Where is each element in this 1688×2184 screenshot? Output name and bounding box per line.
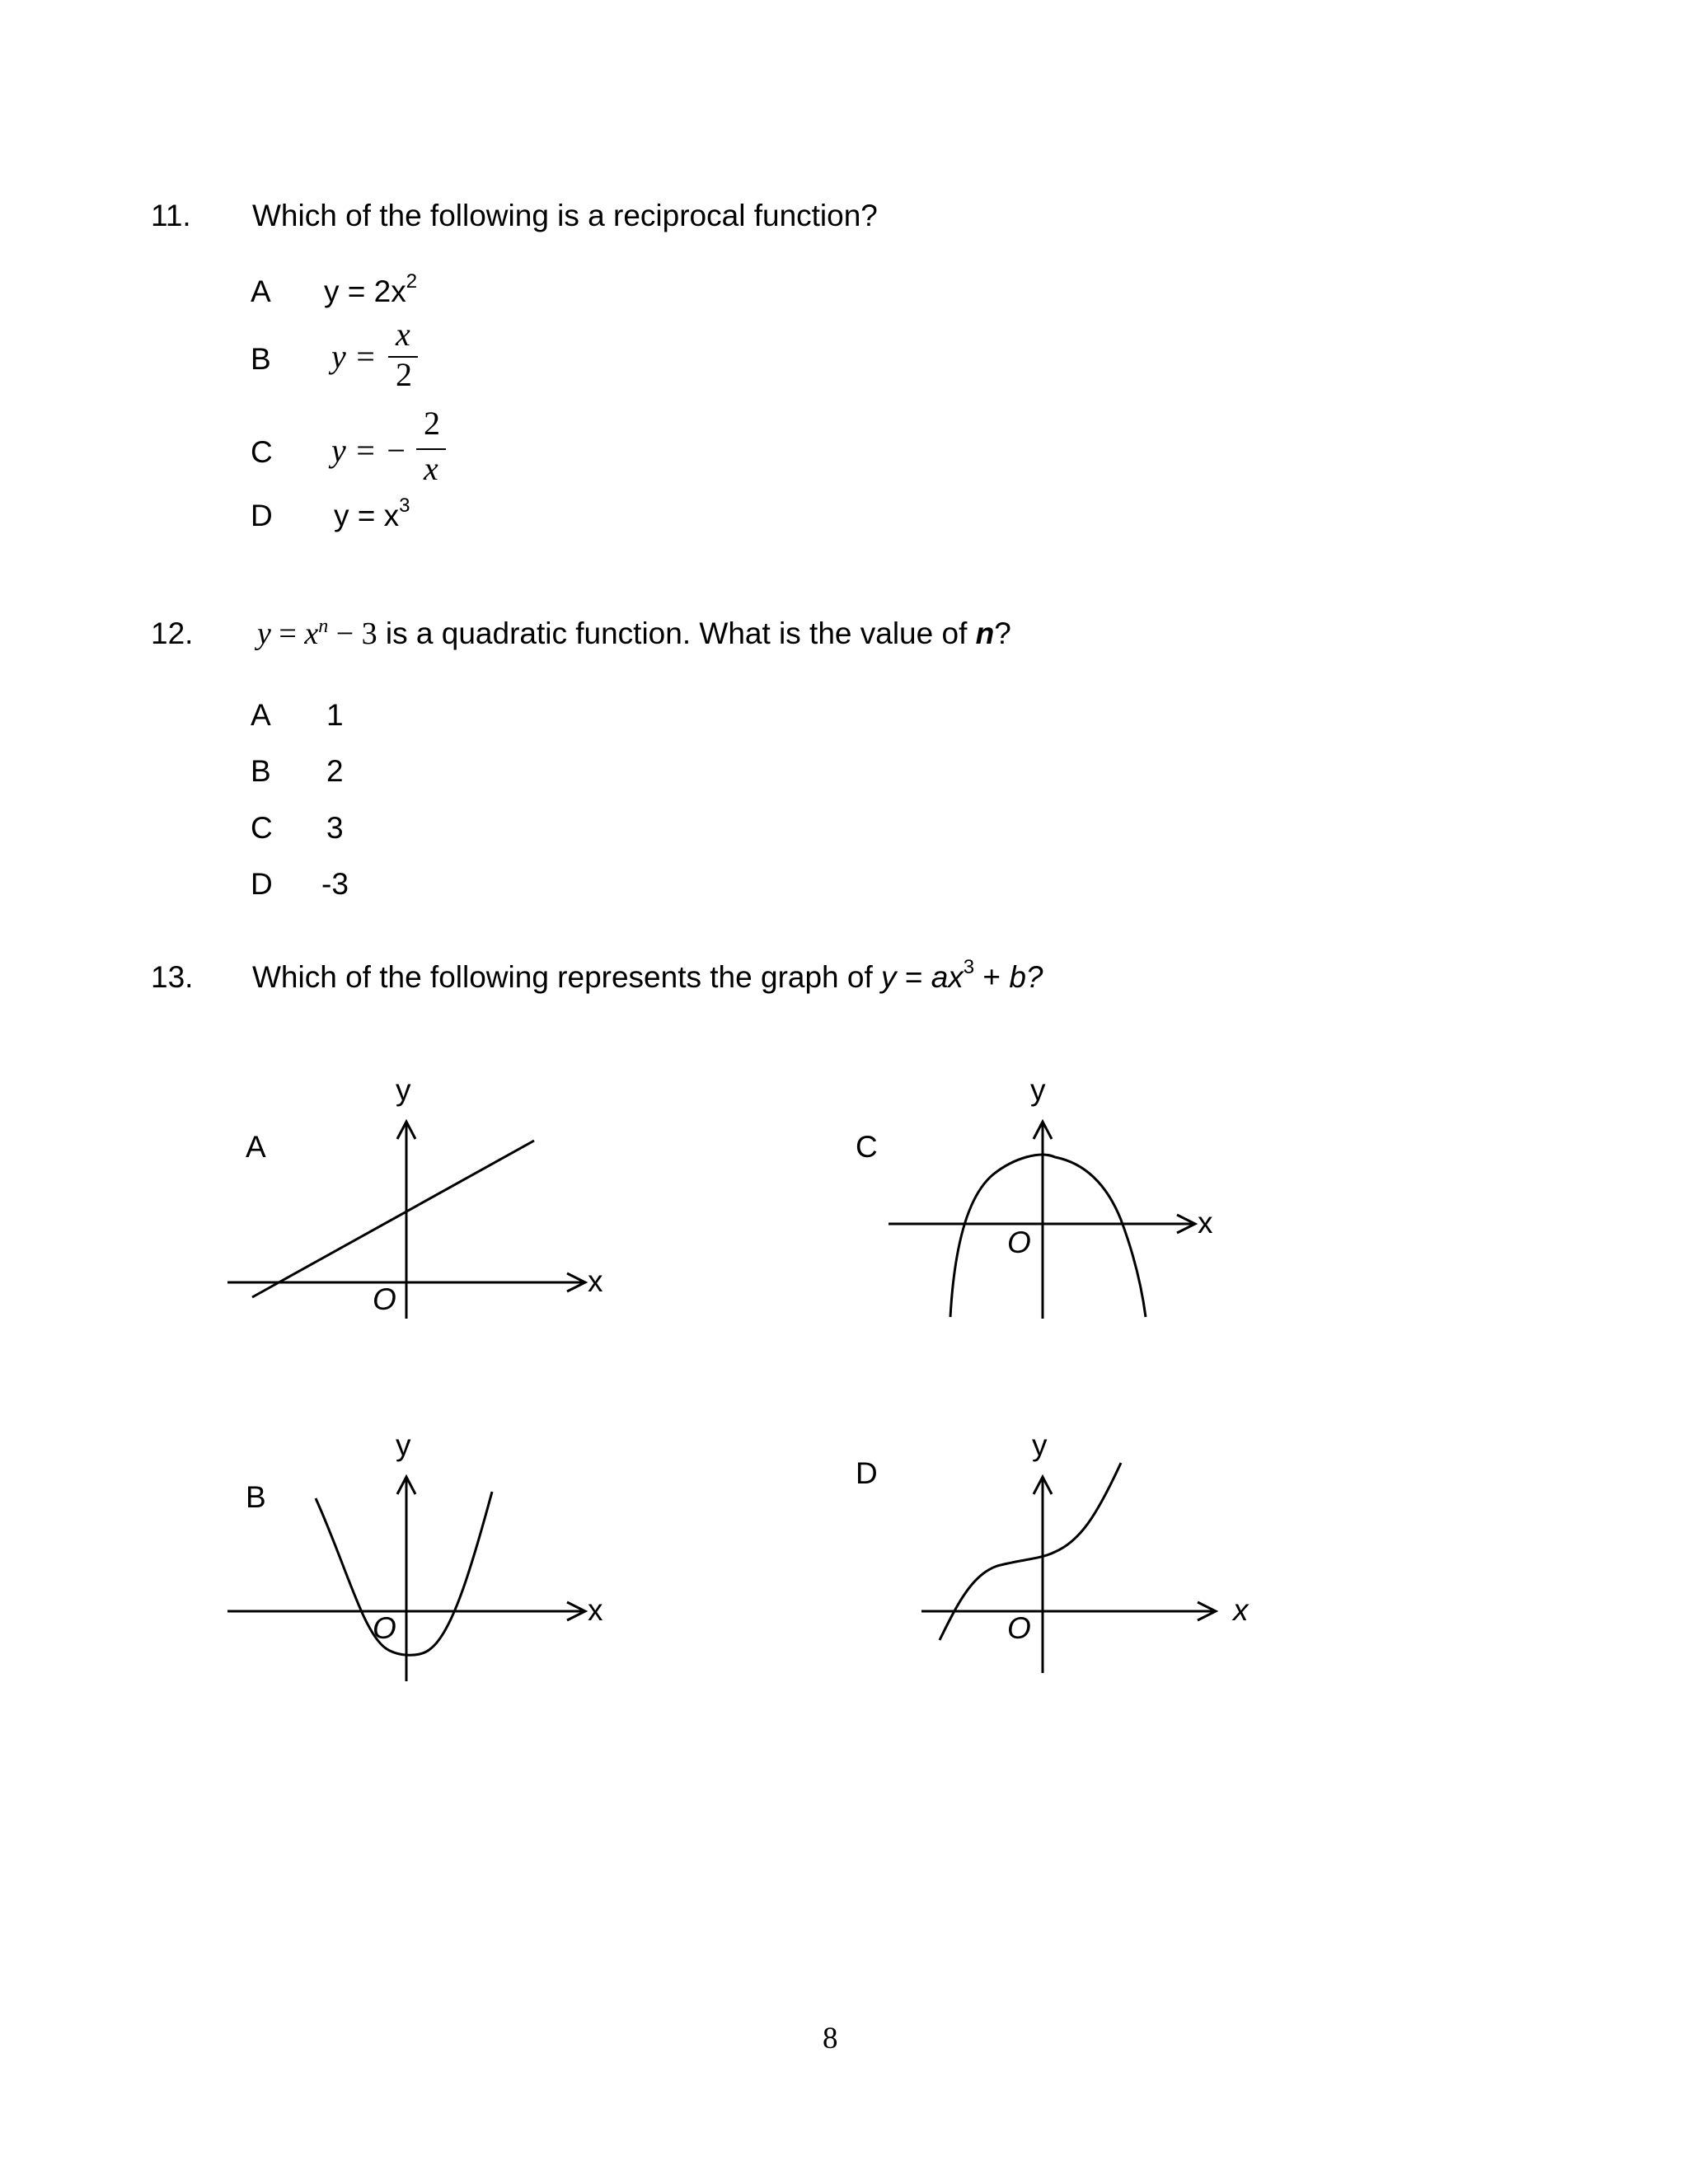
page-number: 8 bbox=[823, 2022, 838, 2055]
option-letter: C bbox=[251, 811, 273, 845]
graph-letter: D bbox=[856, 1456, 878, 1490]
prompt-ax: ax bbox=[931, 960, 964, 994]
question-number: 11. bbox=[151, 199, 191, 232]
option-expression: y = 2x bbox=[324, 274, 406, 308]
option-letter: B bbox=[251, 342, 271, 376]
y-label: y bbox=[396, 1073, 411, 1107]
exponent: 3 bbox=[963, 956, 975, 978]
option-expression: y = x bbox=[334, 499, 400, 532]
option-text: -3 bbox=[321, 867, 349, 901]
y-label: y bbox=[1032, 1428, 1048, 1462]
denominator: x bbox=[424, 450, 438, 487]
origin-label: O bbox=[1007, 1611, 1031, 1645]
option-text: 2 bbox=[326, 754, 344, 788]
exponent: 3 bbox=[399, 494, 410, 517]
prompt-text: is a quadratic function. What is the value of bbox=[377, 616, 976, 650]
x-label: x bbox=[1198, 1206, 1213, 1240]
question-prompt: Which of the following is a reciprocal function? bbox=[252, 199, 878, 232]
question-number: 12. bbox=[151, 616, 194, 650]
expr-tail: − 3 bbox=[328, 616, 377, 651]
prompt-b: b bbox=[1009, 960, 1026, 994]
prompt-question-mark: ? bbox=[1025, 960, 1043, 994]
y-label: y bbox=[396, 1428, 411, 1462]
option-letter: D bbox=[251, 867, 273, 901]
origin-label: O bbox=[373, 1282, 396, 1316]
option-letter: C bbox=[251, 435, 273, 469]
origin-label: O bbox=[1007, 1226, 1031, 1259]
option-letter: B bbox=[251, 754, 271, 788]
exponent: 2 bbox=[406, 270, 418, 293]
expr-exponent: n bbox=[318, 616, 329, 637]
question-number: 13. bbox=[151, 960, 194, 994]
x-label: x bbox=[1233, 1593, 1249, 1627]
prompt-variable: n bbox=[975, 616, 995, 650]
prompt-end: ? bbox=[994, 616, 1011, 650]
option-text: 3 bbox=[326, 811, 344, 845]
graph-letter: A bbox=[246, 1130, 266, 1164]
origin-label: O bbox=[373, 1611, 396, 1645]
y-label: y bbox=[1030, 1073, 1046, 1107]
option-text: 1 bbox=[326, 698, 344, 732]
denominator: 2 bbox=[396, 356, 412, 393]
numerator: 2 bbox=[424, 405, 440, 442]
prompt-equals: = bbox=[896, 960, 931, 994]
expr-x: x bbox=[304, 616, 319, 651]
expr-equals: = bbox=[270, 616, 305, 651]
option-letter: D bbox=[251, 499, 273, 532]
prompt-text: Which of the following represents the graph of bbox=[252, 960, 882, 994]
x-label: x bbox=[588, 1264, 603, 1298]
option-letter: A bbox=[251, 698, 271, 732]
option-letter: A bbox=[251, 274, 271, 308]
fraction-lhs: y = − bbox=[331, 432, 407, 469]
numerator: x bbox=[396, 316, 410, 353]
prompt-plus: + bbox=[974, 960, 1010, 994]
x-label: x bbox=[588, 1593, 603, 1627]
graph-letter: B bbox=[246, 1480, 266, 1514]
prompt-y: y bbox=[881, 960, 897, 994]
expr-y: y bbox=[257, 616, 271, 651]
fraction-lhs: y = bbox=[331, 338, 377, 375]
graph-letter: C bbox=[856, 1130, 878, 1164]
